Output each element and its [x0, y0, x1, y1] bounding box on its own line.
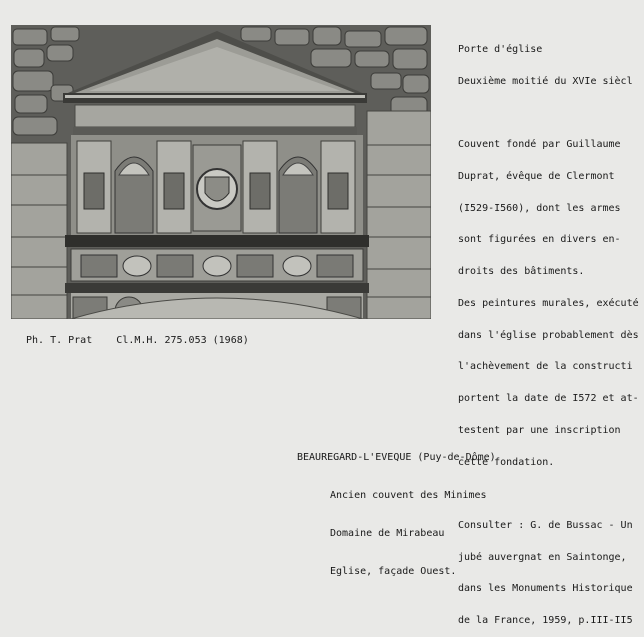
- caption-block: [297, 427, 496, 591]
- paragraph1-line: sont figurées en divers en-: [458, 234, 621, 246]
- caption-convent: Ancien couvent des Minimes: [330, 489, 487, 501]
- paragraph1-line: droits des bâtiments.: [458, 266, 585, 278]
- paragraph1-line: cette fondation.: [458, 456, 555, 468]
- paragraph1-line: Des peintures murales, exécuté: [458, 297, 639, 309]
- photo-credit: Ph. T. Prat Cl.M.H. 275.053 (1968): [26, 335, 249, 346]
- paragraph1-line: Duprat, évêque de Clermont: [458, 170, 615, 182]
- paragraph2-line: Consulter : G. de Bussac - Un: [458, 519, 633, 531]
- heading-line-1: Porte d'église: [458, 44, 543, 56]
- paragraph1-line: portent la date de I572 et at-: [458, 393, 639, 405]
- heading-line-2: Deuxième moitié du XVIe siècl: [458, 75, 633, 87]
- paragraph1-line: dans l'église probablement dès: [458, 329, 639, 341]
- caption-view: Eglise, façade Ouest.: [330, 565, 457, 577]
- paragraph1-line: (I529-I560), dont les armes: [458, 202, 621, 214]
- paragraph2-line: de la France, 1959, p.III-II5: [458, 615, 633, 627]
- paragraph1-line: Couvent fondé par Guillaume: [458, 138, 621, 150]
- paragraph2-line: jubé auvergnat en Saintonge,: [458, 551, 627, 563]
- caption-domain: Domaine de Mirabeau: [330, 527, 445, 539]
- caption-location: BEAUREGARD-L'EVEQUE (Puy-de-Dôme): [297, 452, 496, 464]
- portal-illustration: [11, 25, 431, 319]
- paragraph2-line: dans les Monuments Historique: [458, 583, 633, 595]
- paragraph1-line: testent par une inscription: [458, 424, 621, 436]
- portal-photograph: [11, 25, 431, 319]
- paragraph1-line: l'achèvement de la constructi: [458, 361, 633, 373]
